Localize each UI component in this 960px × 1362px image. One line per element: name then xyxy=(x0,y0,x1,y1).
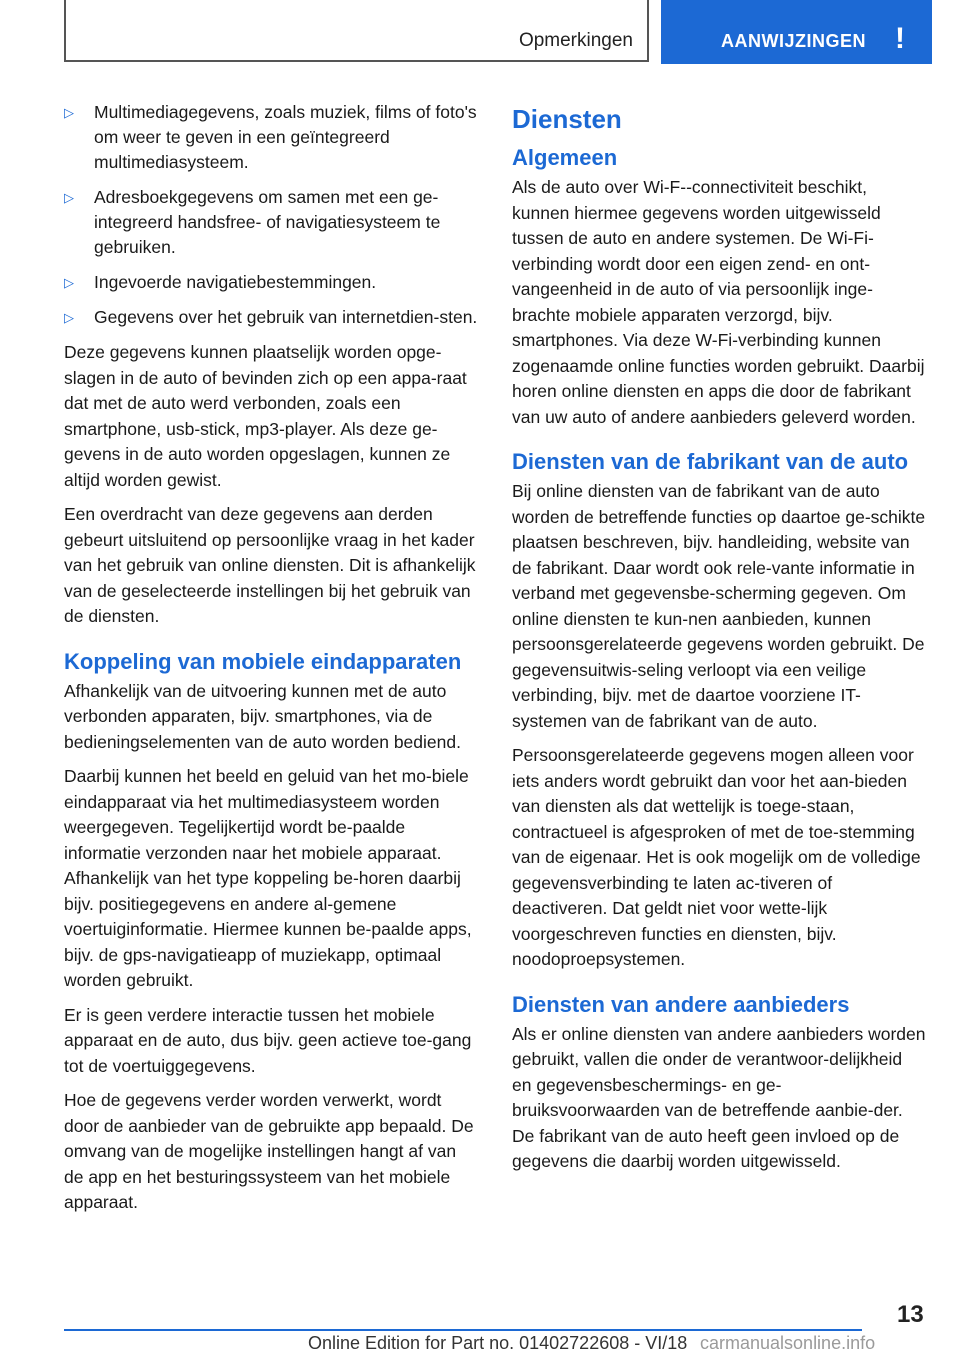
header-section-box xyxy=(64,0,649,62)
body-paragraph: Er is geen verdere interactie tussen het mobiele apparaat en de auto, dus bijv. geen actieve toe-gang tot de voertuiggegevens. xyxy=(64,1004,472,1076)
footer-edition-text: Online Edition for Part no. 01402722608 - VI/18 xyxy=(308,1333,688,1353)
body-paragraph: Een overdracht van deze gegevens aan derden gebeurt uitsluitend op persoonlijke vraag in het kader van het gebruik van online diensten. Dit is afhankelijk van de geselecteerde instellingen bij het gebruik van de diensten. xyxy=(64,504,476,626)
body-paragraph: Deze gegevens kunnen plaatselijk worden opge-slagen in de auto of bevinden zich op een appa-raat dat met de auto werd verbonden, zoals een smartphone, usb-stick, mp3-player. Als deze ge-gevens in de auto worden opgeslagen, kunnen ze altijd worden gewist. xyxy=(64,342,467,490)
triangle-bullet-icon: ▷ xyxy=(64,105,74,120)
body-paragraph: Daarbij kunnen het beeld en geluid van het mo-biele eindapparaat via het multimediasysteem worden weergegeven. Tegelijkertijd wordt be-paalde informatie verzonden naar het mobiele apparaat. Afhankelijk van het type koppeling be-horen daarbij bijv. positiegegevens en andere al-gemene voertuiginformatie. Hiermee kunnen be-paalde apps, bijv. de gps-navigatieapp of muziekapp, optimaal worden gebruikt. xyxy=(64,766,472,990)
body-paragraph: Als de auto over Wi-F--connectiviteit beschikt, kunnen hiermee gegevens worden uitgewisseld tussen de auto en andere systemen. De Wi-Fi-verbinding wordt door een eigen zend- en ont-vangeenheid in de auto of via persoonlijk inge-brachte mobiele apparaten verzorgd, bijv. smartphones. Via deze W-Fi-verbinding kunnen zogenaamde online functies worden gebruikt. Daarbij horen online diensten en apps die door de fabrikant van uw auto of andere aanbieders geleverd worden. xyxy=(512,177,925,427)
exclamation-icon: ! xyxy=(895,22,905,55)
body-paragraph: Persoonsgerelateerde gegevens mogen alleen voor iets anders wordt gebruikt dan voor het aan-bieden van diensten als dat wettelijk is toege-staan, contractueel is afgesproken of met de toe-stemming van de eigenaar. Het is ook mogelijk om de volledige gegevensverbinding te laten ac-tiveren of deactiveren. Dat geldt niet voor wette-lijk voorgeschreven functies en diensten, bijv. noodoproepsystemen. xyxy=(512,745,921,969)
section-heading-fabrikant: Diensten van de fabrikant van de auto xyxy=(512,449,909,474)
section-heading-algemeen: Algemeen xyxy=(512,145,618,170)
body-paragraph: Bij online diensten van de fabrikant van de auto worden de betreffende functies op daartoe ge-schikte plaatsen beschreven, bijv. handleiding, website van de fabrikant. Daar wordt ook rele-vante informatie in verband met gegevensbe-scherming gegeven. Om online diensten te kun-nen aanbieden, kunnen persoonsgerelateerde gegevens worden gebruikt. De gegevensuitwis-seling verloopt via een veilige verbinding, bijv. met de daartoe voorziene IT-systemen van de fabrikant van de auto. xyxy=(512,481,926,731)
body-paragraph: Als er online diensten van andere aanbieders worden gebruikt, vallen die onder de verantwoor-delijkheid en gegevensbeschermings- en ge-bruiksvoorwaarden van de betreffende aanbie-der. De fabrikant van de auto heeft geen invloed op de gegevens die daarbij worden uitgewisseld. xyxy=(512,1023,926,1171)
footer-divider xyxy=(64,1329,862,1331)
header-section-label: Opmerkingen xyxy=(518,30,633,51)
body-paragraph: Hoe de gegevens verder worden verwerkt, wordt door de aanbieder van de gebruikte app bepaald. De omvang van de mogelijke instellingen hangt af van de app en het besturingssysteem van het mobiele apparaat. xyxy=(64,1090,474,1212)
triangle-bullet-icon: ▷ xyxy=(64,275,74,290)
triangle-bullet-icon: ▷ xyxy=(64,310,74,325)
list-item xyxy=(64,100,478,175)
section-heading-andere-aanbieders: Diensten van andere aanbieders xyxy=(512,991,850,1017)
list-item-text: Multimediagegevens, zoals muziek, films of foto's om weer te geven in een geïntegreerd multimediasysteem. xyxy=(94,102,477,172)
list-item-text: Ingevoerde navigatiebestemmingen. xyxy=(94,272,377,292)
right-column xyxy=(512,100,926,1184)
header-chapter-label: AANWIJZINGEN xyxy=(721,31,866,51)
list-item xyxy=(64,270,478,295)
bullet-list xyxy=(64,100,478,330)
body-paragraph: Afhankelijk van de uitvoering kunnen met de auto verbonden apparaten, bijv. smartphones, via de bedieningselementen van de auto worden bediend. xyxy=(64,680,461,752)
section-heading-koppeling: Koppeling van mobiele eindapparaten xyxy=(64,648,462,674)
page-title: Diensten xyxy=(512,104,622,134)
left-column xyxy=(64,100,478,1225)
page-number: 13 xyxy=(897,1301,924,1328)
triangle-bullet-icon: ▷ xyxy=(64,190,74,205)
watermark-text: carmanualsonline.info xyxy=(700,1333,876,1353)
header-chapter-tab[interactable] xyxy=(661,0,932,64)
list-item-text: Gegevens over het gebruik van internetdien-sten. xyxy=(94,307,478,327)
list-item xyxy=(64,305,478,330)
list-item xyxy=(64,185,478,260)
list-item-text: Adresboekgegevens om samen met een ge-integreerd handsfree- of navigatiesysteem te gebruiken. xyxy=(94,187,441,257)
